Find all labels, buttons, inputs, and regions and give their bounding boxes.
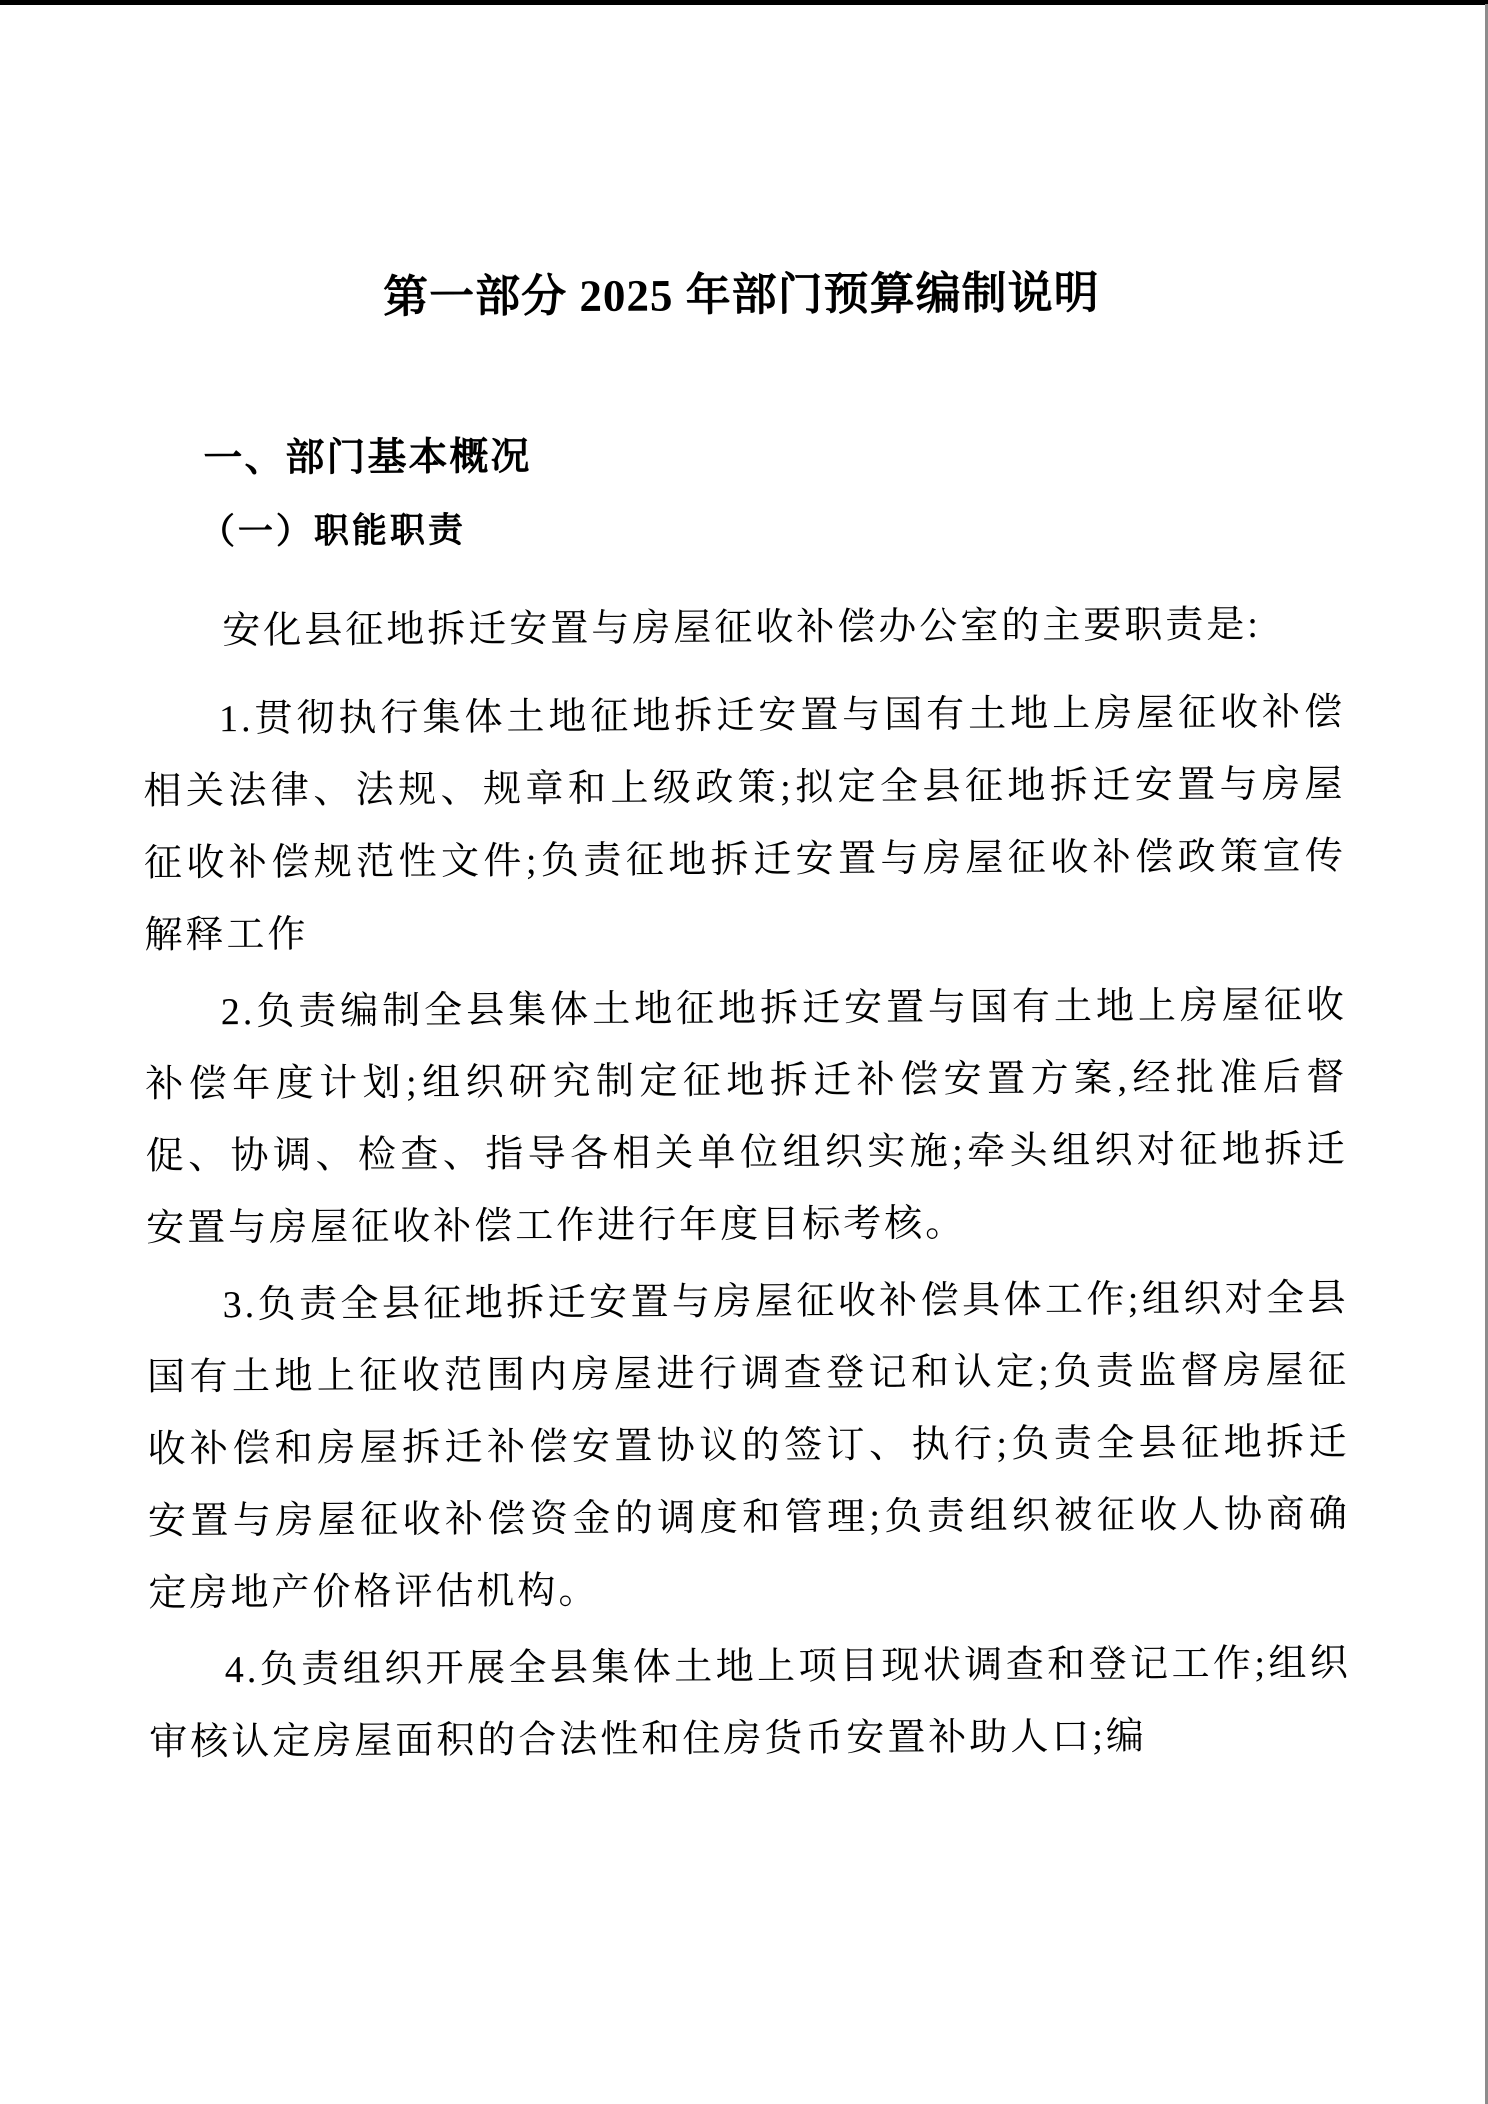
duty-paragraph-1: 1.贯彻执行集体土地征地拆迁安置与国有土地上房屋征收补偿相关法律、法规、规章和上级政策;拟定全县征地拆迁安置与房屋征收补偿规范性文件;负责征地拆迁安置与房屋征收补偿政策宣传解释工作 (143, 691, 1347, 957)
section-heading: 一、部门基本概况 (203, 435, 532, 481)
duty-paragraph-2: 2.负责编制全县集体土地征地拆迁安置与国有土地上房屋征收补偿年度计划;组织研究制定征地拆迁补偿安置方案,经批准后督促、协调、检查、指导各相关单位组织实施;牵头组织对征地拆迁安置与房屋征收补偿工作进行年度目标考核。 (145, 984, 1348, 1250)
document-title: 第一部分 2025 年部门预算编制说明 (383, 267, 1100, 323)
intro-paragraph: 安化县征地拆迁安置与房屋征收补偿办公室的主要职责是: (222, 603, 1261, 653)
document-content (139, 0, 1352, 1779)
duty-paragraph-4: 4.负责组织开展全县集体土地上项目现状调查和登记工作;组织审核认定房屋面积的合法性和住房货币安置补助人口;编 (149, 1642, 1351, 1764)
duty-paragraph-3: 3.负责全县征地拆迁安置与房屋征收补偿具体工作;组织对全县国有土地上征收范围内房屋进行调查登记和认定;负责监督房屋征收补偿和房屋拆迁补偿安置协议的签订、执行;负责全县征地拆迁安置与房屋征收补偿资金的调度和管理;负责组织被征收人协商确定房地产价格评估机构。 (146, 1277, 1351, 1615)
subsection-heading: （一）职能职责 (199, 510, 467, 552)
scan-edge-top (0, 0, 1488, 5)
